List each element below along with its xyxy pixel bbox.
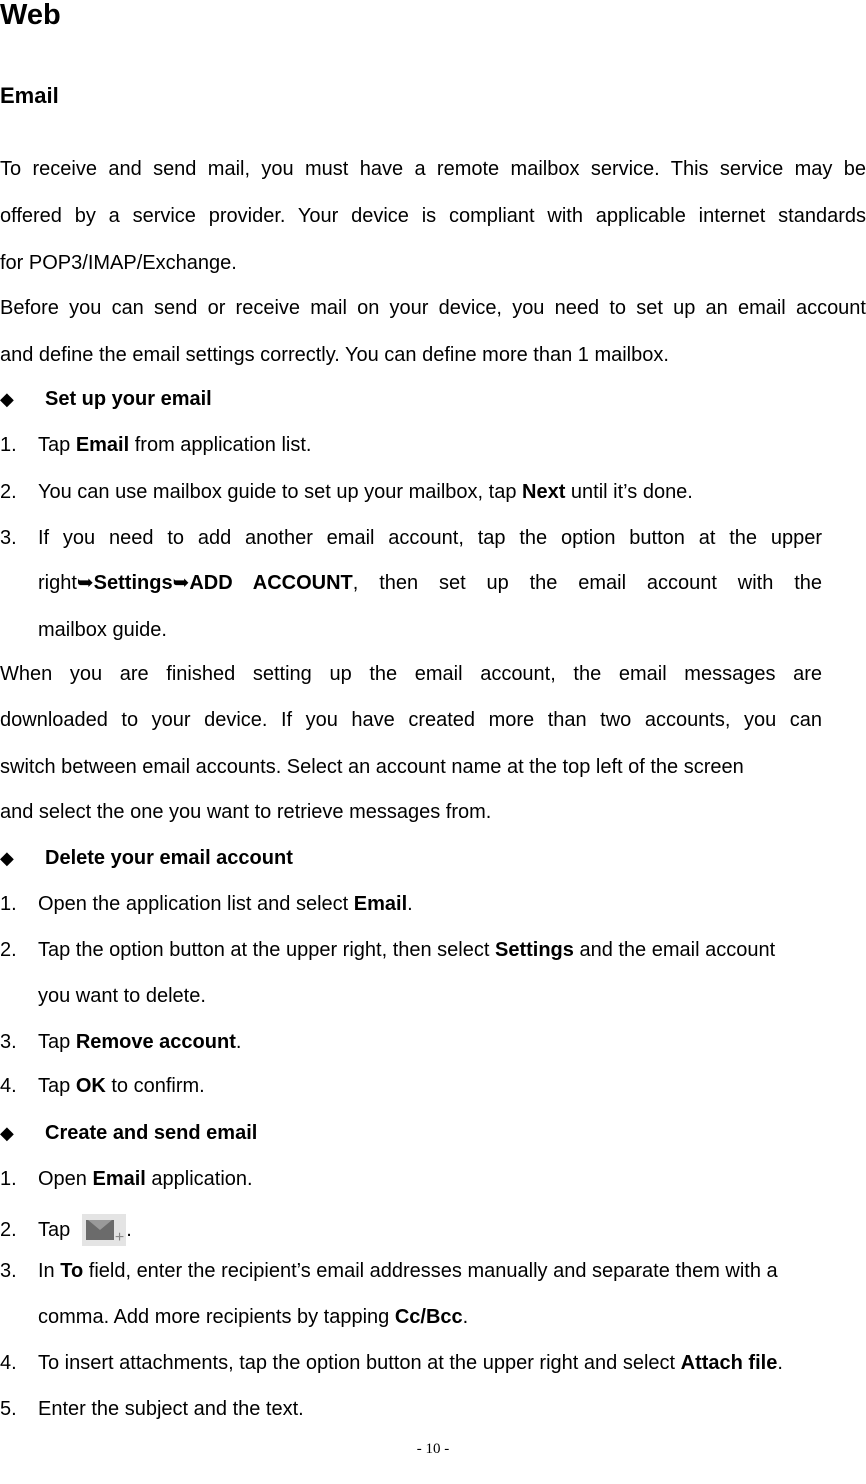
page-heading: Web [0,0,61,31]
create-step-3: 3. In To field, enter the recipient’s email addresses manually and separate them with a [0,1260,778,1282]
setup-para-line-1: When you are finished setting up the email account, the email messages are [0,663,822,685]
delete-heading [0,847,293,869]
delete-step-1: 1. Open the application list and select Email. [0,893,413,915]
delete-step-4: 4. Tap OK to confirm. [0,1075,205,1097]
create-step-4: 4. To insert attachments, tap the option button at the upper right and select Attach file. [0,1352,783,1374]
setup-step-2: 2. You can use mailbox guide to set up your mailbox, tap Next until it’s done. [0,481,693,503]
intro-line-2: offered by a service provider. Your device is compliant with applicable internet standards [0,205,866,227]
create-step-1: 1. Open Email application. [0,1168,253,1190]
create-title: Create and send email [45,1122,258,1144]
intro-line-4: Before you can send or receive mail on your device, you need to set up an email account [0,297,866,319]
diamond-bullet-icon: ◆ [0,389,14,409]
create-step-2: 2. Tap + . [0,1214,132,1246]
diamond-bullet-icon: ◆ [0,1123,14,1143]
setup-step-1: 1. Tap Email from application list. [0,434,312,456]
diamond-bullet-icon: ◆ [0,848,14,868]
compose-mail-icon: + [82,1214,126,1246]
intro-line-5: and define the email settings correctly. You can define more than 1 mailbox. [0,344,669,366]
setup-step-3-line-2: right➥Settings➥ADD ACCOUNT, then set up the email account with the [38,572,823,594]
setup-step-3: 3. If you need to add another email account, tap the option button at the upper [0,527,822,549]
delete-step-3: 3. Tap Remove account. [0,1031,242,1053]
delete-step-2-line-2: you want to delete. [38,985,206,1007]
arrow-icon: ➥ [172,572,190,594]
intro-line-1: To receive and send mail, you must have a remote mailbox service. This service may be [0,158,866,180]
delete-title: Delete your email account [45,847,293,869]
setup-heading [0,388,212,410]
intro-line-3: for POP3/IMAP/Exchange. [0,252,237,274]
arrow-icon: ➥ [76,572,94,594]
create-step-5: 5. Enter the subject and the text. [0,1398,304,1420]
setup-para-line-4: and select the one you want to retrieve messages from. [0,801,492,823]
section-title: Email [0,83,59,108]
setup-title: Set up your email [45,388,212,410]
setup-step-3-line-3: mailbox guide. [38,619,167,641]
delete-step-2: 2. Tap the option button at the upper right, then select Settings and the email account [0,939,776,961]
page-number: - 10 - [416,1441,450,1457]
setup-para-line-2: downloaded to your device. If you have created more than two accounts, you can [0,709,822,731]
create-heading [0,1122,257,1144]
create-step-3-line-2: comma. Add more recipients by tapping Cc/Bcc. [38,1306,469,1328]
setup-para-line-3: switch between email accounts. Select an account name at the top left of the screen [0,756,744,778]
